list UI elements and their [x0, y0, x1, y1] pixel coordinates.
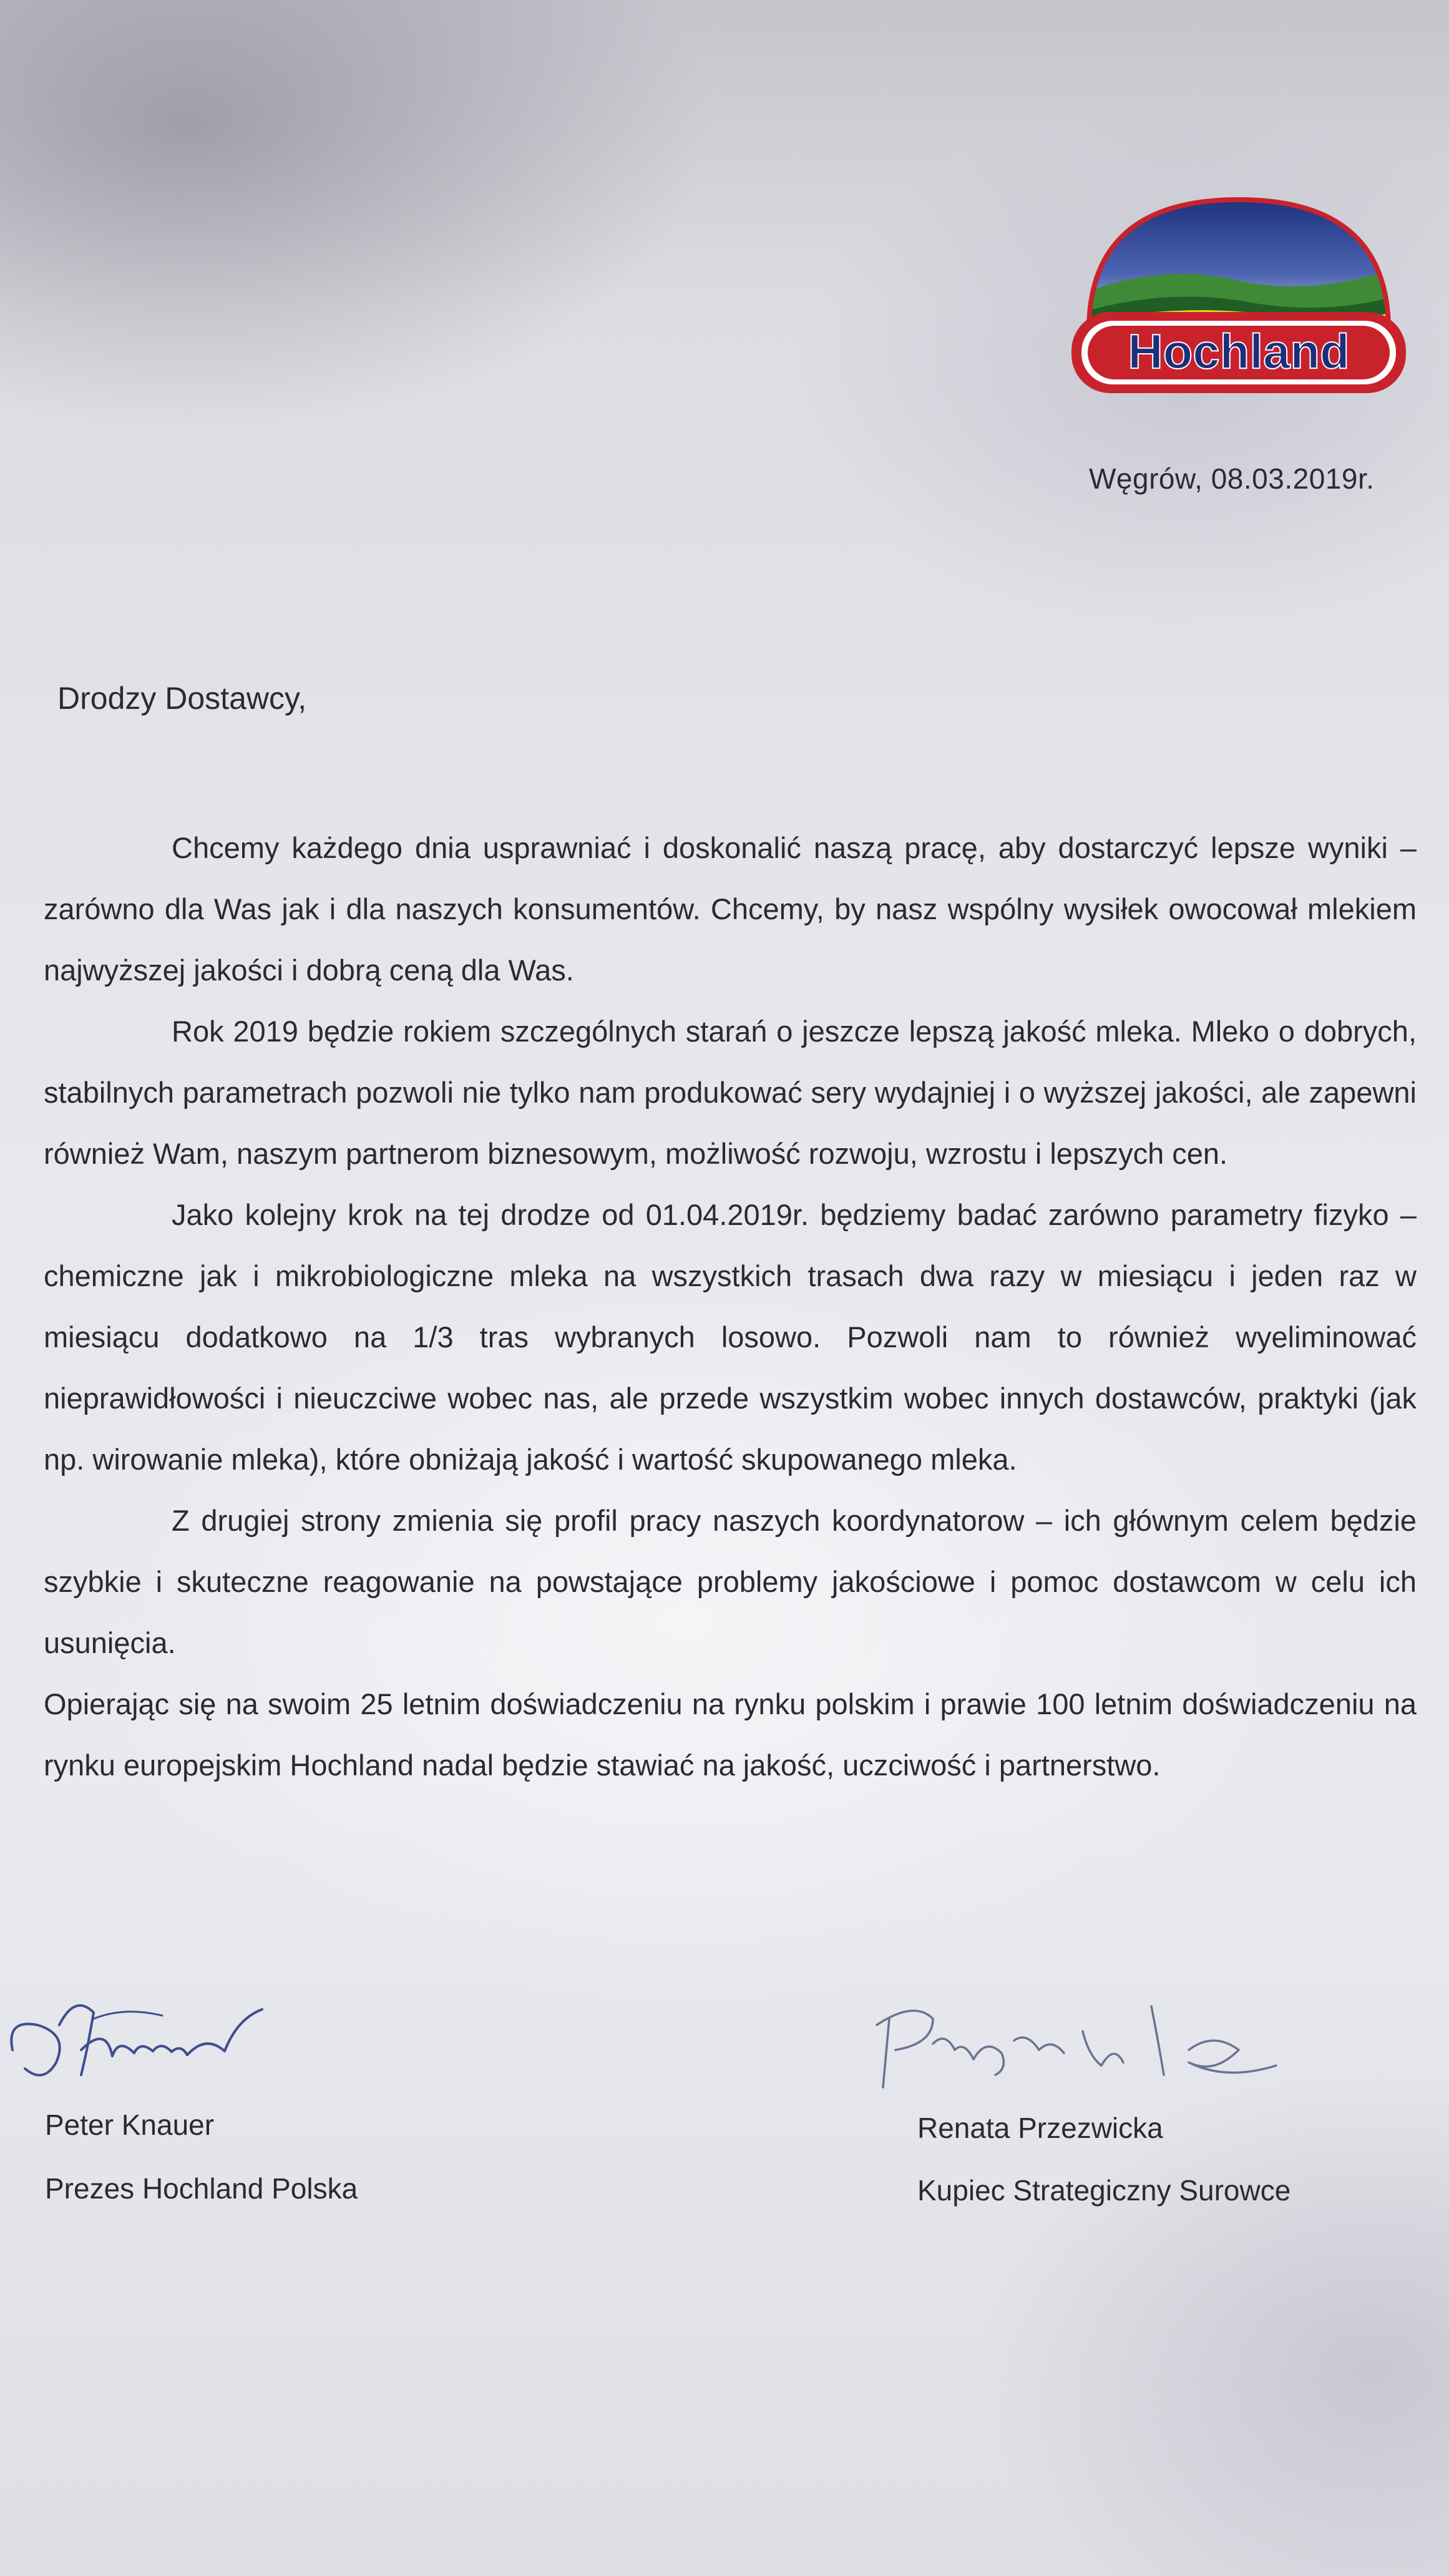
signatory-name-left: Peter Knauer [45, 2109, 215, 2141]
letter-body [44, 817, 1417, 1796]
paragraph-3: Jako kolejny krok na tej drodze od 01.04.2019r. będziemy badać zarówno parametry fizyko – chemiczne jak i mikrobiologiczne mleka na wszystkich trasach dwa razy w miesiącu i jeden raz w miesiącu dodatkowo na 1/3 tras wybranych losowo. Pozwoli nam to również wyeliminować nieprawidłowości i nieuczciwe wobec nas, ale przede wszystkim wobec innych dostawców, praktyki (jak np. wirowanie mleka), które obniżają jakość i wartość skupowanego mleka. [44, 1198, 1417, 1476]
paragraph-5: Opierając się na swoim 25 letnim doświadczeniu na rynku polskim i prawie 100 letnim doświadczeniu na rynku europejskim Hochland nadal będzie stawiać na jakość, uczciwość i partnerstwo. [44, 1687, 1417, 1782]
signature-knauer [0, 1981, 349, 2094]
paragraph-1: Chcemy każdego dnia usprawniać i doskonalić naszą pracę, aby dostarczyć lepsze wyniki – zarówno dla Was jak i dla naszych konsumentów. Chcemy, by nasz wspólny wysiłek owocował mlekiem najwyższej jakości i dobrą ceną dla Was. [44, 831, 1417, 987]
letter-date: Węgrów, 08.03.2019r. [1089, 462, 1375, 495]
paragraph-2: Rok 2019 będzie rokiem szczególnych starań o jeszcze lepszą jakość mleka. Mleko o dobrych, stabilnych parametrach pozwoli nie tylko nam produkować sery wydajniej i o wyższej jakości, ale zapewni również Wam, naszym partnerom biznesowym, możliwość rozwoju, wzrostu i lepszych cen. [44, 1015, 1417, 1170]
signatory-name-right: Renata Przezwicka [917, 2112, 1163, 2144]
logo-wordmark: Hochland [1128, 324, 1350, 379]
signature-przezwicka [839, 1981, 1339, 2106]
hochland-logo [1064, 187, 1413, 412]
signatory-role-left: Prezes Hochland Polska [45, 2172, 358, 2205]
paragraph-4: Z drugiej strony zmienia się profil pracy naszych koordynatorow – ich głównym celem będzie szybkie i skuteczne reagowanie na powstające problemy jakościowe i pomoc dostawcom w celu ich usunięcia. [44, 1504, 1417, 1659]
salutation: Drodzy Dostawcy, [57, 681, 307, 716]
signatory-role-right: Kupiec Strategiczny Surowce [917, 2174, 1291, 2207]
